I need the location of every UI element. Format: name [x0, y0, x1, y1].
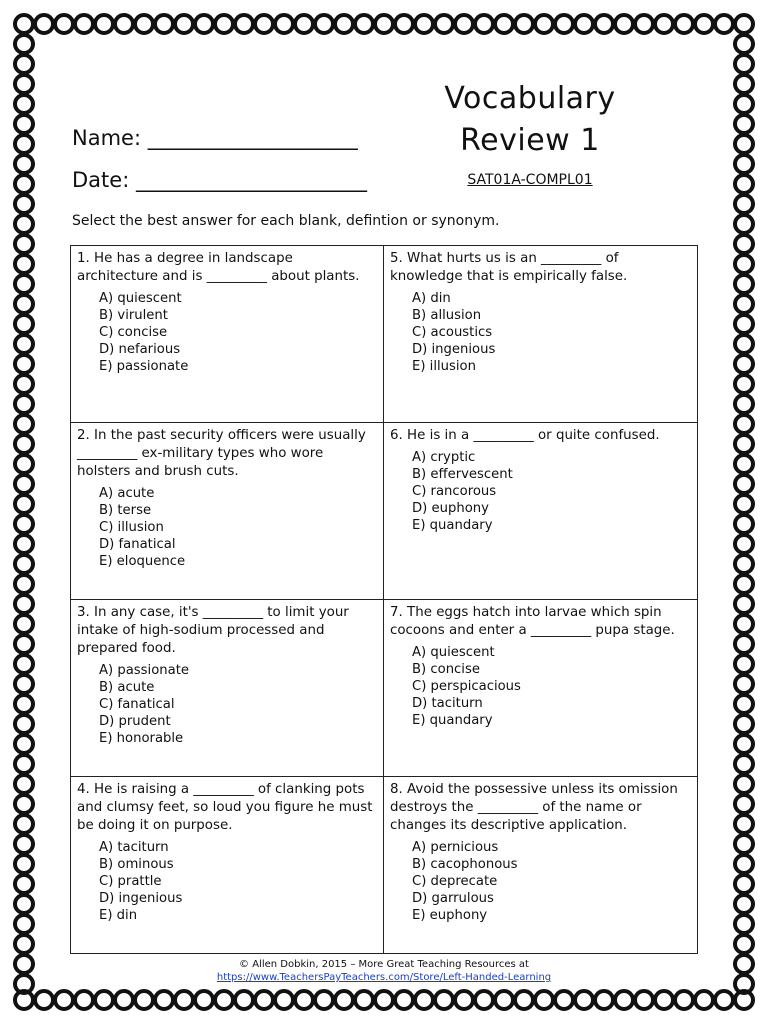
- option-c: C) fanatical: [99, 697, 175, 712]
- store-link[interactable]: https://www.TeachersPayTeachers.com/Store/Left-Handed-Learning: [216, 972, 552, 983]
- border-loop: [15, 535, 33, 553]
- border-loop: [575, 15, 593, 33]
- question-8: [384, 777, 697, 953]
- border-loop: [355, 991, 373, 1009]
- border-loop: [695, 15, 713, 33]
- border-loop: [15, 895, 33, 913]
- border-loop: [655, 991, 673, 1009]
- border-loop: [735, 435, 753, 453]
- border-loop: [735, 875, 753, 893]
- border-loop: [195, 15, 213, 33]
- footer: [0, 958, 768, 984]
- border-loop: [735, 535, 753, 553]
- question-2: [71, 423, 384, 600]
- border-loop: [655, 15, 673, 33]
- option-c: C) concise: [99, 325, 168, 340]
- border-loop: [15, 175, 33, 193]
- border-loop: [15, 15, 33, 33]
- option-b: B) acute: [99, 680, 155, 695]
- option-d: D) euphony: [412, 501, 489, 516]
- question-text: 7. The eggs hatch into larvae which spin cocoons and enter a _________ pupa stage.: [390, 605, 675, 638]
- border-loop: [15, 275, 33, 293]
- border-loop: [15, 755, 33, 773]
- border-loop: [15, 855, 33, 873]
- border-loop: [335, 15, 353, 33]
- border-loop: [255, 15, 273, 33]
- option-c: C) illusion: [99, 520, 164, 535]
- border-loop: [15, 495, 33, 513]
- border-loop: [15, 775, 33, 793]
- border-loop: [175, 15, 193, 33]
- border-loop: [735, 15, 753, 33]
- border-loop: [375, 991, 393, 1009]
- border-loop: [275, 991, 293, 1009]
- border-loop: [15, 35, 33, 53]
- option-a: A) quiescent: [412, 645, 495, 660]
- title-line-2: Review 1: [460, 123, 600, 158]
- border-loop: [15, 335, 33, 353]
- border-loop: [15, 555, 33, 573]
- border-loop: [735, 815, 753, 833]
- border-loop: [735, 835, 753, 853]
- border-loop: [735, 115, 753, 133]
- border-loop: [175, 991, 193, 1009]
- question-text: 3. In any case, it's _________ to limit your intake of high-sodium processed and prepared food.: [77, 605, 349, 656]
- border-loop: [735, 355, 753, 373]
- border-loop: [735, 455, 753, 473]
- border-loop: [735, 675, 753, 693]
- option-e: E) eloquence: [99, 554, 186, 569]
- option-b: B) terse: [99, 503, 152, 518]
- border-loop: [595, 15, 613, 33]
- border-loop: [15, 375, 33, 393]
- option-a: A) pernicious: [412, 840, 499, 855]
- border-loop: [115, 15, 133, 33]
- question-text: 8. Avoid the possessive unless its omission destroys the _________ of the name or changes its descriptive application.: [390, 782, 678, 833]
- date-field-label: Date: ______________________: [72, 168, 367, 192]
- border-loop: [155, 991, 173, 1009]
- border-loop: [735, 255, 753, 273]
- border-loop: [735, 235, 753, 253]
- question-text: 2. In the past security officers were usually _________ ex-military types who wore holsters and brush cuts.: [77, 428, 366, 479]
- question-6: [384, 423, 697, 600]
- border-loop: [475, 991, 493, 1009]
- option-e: E) quandary: [412, 518, 493, 533]
- border-loop: [735, 795, 753, 813]
- option-d: D) garrulous: [412, 891, 494, 906]
- option-c: C) prattle: [99, 874, 162, 889]
- border-loop: [375, 15, 393, 33]
- option-d: D) ingenious: [412, 342, 496, 357]
- border-loop: [515, 991, 533, 1009]
- border-loop: [735, 155, 753, 173]
- border-loop: [715, 15, 733, 33]
- border-loop: [15, 695, 33, 713]
- question-text: 1. He has a degree in landscape architecture and is _________ about plants.: [77, 251, 360, 284]
- border-loop: [635, 15, 653, 33]
- border-loop: [15, 135, 33, 153]
- question-7: [384, 600, 697, 777]
- border-loop: [15, 95, 33, 113]
- border-loop: [15, 155, 33, 173]
- border-loop: [455, 15, 473, 33]
- border-loop: [735, 915, 753, 933]
- border-loop: [195, 991, 213, 1009]
- border-loop: [535, 991, 553, 1009]
- option-e: E) honorable: [99, 731, 184, 746]
- option-b: B) virulent: [99, 308, 168, 323]
- border-loop: [15, 795, 33, 813]
- border-loop: [135, 15, 153, 33]
- border-loop: [615, 15, 633, 33]
- border-loop: [735, 775, 753, 793]
- border-loop: [95, 991, 113, 1009]
- option-b: B) cacophonous: [412, 857, 518, 872]
- option-e: E) quandary: [412, 713, 493, 728]
- border-loop: [735, 655, 753, 673]
- option-b: B) effervescent: [412, 467, 513, 482]
- border-loop: [475, 15, 493, 33]
- border-loop: [215, 15, 233, 33]
- border-loop: [15, 115, 33, 133]
- border-loop: [335, 991, 353, 1009]
- border-loop: [235, 991, 253, 1009]
- answer-options: [77, 839, 377, 924]
- answer-options: [77, 290, 377, 375]
- question-5: [384, 246, 697, 423]
- option-a: A) taciturn: [99, 840, 169, 855]
- border-loop: [735, 335, 753, 353]
- option-d: D) prudent: [99, 714, 171, 729]
- border-loop: [15, 195, 33, 213]
- border-loop: [15, 475, 33, 493]
- border-loop: [15, 595, 33, 613]
- border-loop: [735, 195, 753, 213]
- border-loop: [735, 735, 753, 753]
- question-text: 5. What hurts us is an _________ of knowledge that is empirically false.: [390, 251, 628, 284]
- border-loop: [15, 235, 33, 253]
- question-text: 6. He is in a _________ or quite confused.: [390, 428, 660, 443]
- border-loop: [735, 855, 753, 873]
- border-loop: [735, 315, 753, 333]
- border-loop: [455, 991, 473, 1009]
- option-d: D) fanatical: [99, 537, 176, 552]
- border-loop: [15, 935, 33, 953]
- border-loop: [15, 715, 33, 733]
- border-loop: [35, 15, 53, 33]
- border-loop: [735, 475, 753, 493]
- border-loop: [415, 991, 433, 1009]
- border-loop: [295, 15, 313, 33]
- option-e: E) passionate: [99, 359, 189, 374]
- option-a: A) cryptic: [412, 450, 476, 465]
- border-loop: [735, 375, 753, 393]
- border-loop: [15, 815, 33, 833]
- border-loop: [675, 15, 693, 33]
- answer-options: [390, 644, 691, 729]
- border-loop: [15, 575, 33, 593]
- option-e: E) euphony: [412, 908, 488, 923]
- border-loop: [15, 735, 33, 753]
- border-loop: [295, 991, 313, 1009]
- border-loop: [355, 15, 373, 33]
- question-4: [71, 777, 384, 953]
- border-loop: [15, 875, 33, 893]
- border-loop: [235, 15, 253, 33]
- border-loop: [15, 435, 33, 453]
- border-loop: [55, 991, 73, 1009]
- border-loop: [15, 515, 33, 533]
- question-grid: [70, 245, 698, 954]
- border-loop: [515, 15, 533, 33]
- answer-options: [77, 485, 377, 570]
- border-loop: [15, 675, 33, 693]
- border-loop: [695, 991, 713, 1009]
- border-loop: [15, 635, 33, 653]
- border-loop: [395, 15, 413, 33]
- option-e: E) illusion: [412, 359, 476, 374]
- border-loop: [735, 635, 753, 653]
- instructions: Select the best answer for each blank, defintion or synonym.: [72, 213, 500, 229]
- border-loop: [15, 215, 33, 233]
- border-loop: [735, 575, 753, 593]
- border-loop: [15, 355, 33, 373]
- border-loop: [15, 415, 33, 433]
- border-loop: [615, 991, 633, 1009]
- border-loop: [15, 455, 33, 473]
- worksheet-code: SAT01A-COMPL01: [467, 172, 593, 188]
- border-loop: [255, 991, 273, 1009]
- border-loop: [35, 991, 53, 1009]
- border-loop: [15, 395, 33, 413]
- border-loop: [15, 75, 33, 93]
- border-loop: [75, 15, 93, 33]
- option-a: A) acute: [99, 486, 155, 501]
- border-loop: [735, 95, 753, 113]
- option-a: A) din: [412, 291, 451, 306]
- option-c: C) acoustics: [412, 325, 493, 340]
- border-loop: [435, 15, 453, 33]
- answer-options: [390, 449, 691, 534]
- border-loop: [735, 755, 753, 773]
- border-loop: [15, 315, 33, 333]
- option-b: B) allusion: [412, 308, 482, 323]
- border-loop: [495, 991, 513, 1009]
- title-line-1: Vocabulary: [444, 81, 616, 116]
- border-loop: [735, 715, 753, 733]
- option-e: E) din: [99, 908, 138, 923]
- border-loop: [735, 515, 753, 533]
- border-loop: [395, 991, 413, 1009]
- border-loop: [735, 175, 753, 193]
- border-loop: [735, 295, 753, 313]
- name-field-label: Name: ____________________: [72, 126, 358, 150]
- border-loop: [555, 15, 573, 33]
- border-loop: [735, 35, 753, 53]
- border-loop: [215, 991, 233, 1009]
- answer-options: [390, 290, 691, 375]
- border-loop: [115, 991, 133, 1009]
- border-loop: [535, 15, 553, 33]
- option-d: D) nefarious: [99, 342, 181, 357]
- border-loop: [15, 615, 33, 633]
- border-loop: [15, 255, 33, 273]
- border-loop: [15, 655, 33, 673]
- border-loop: [735, 215, 753, 233]
- option-b: B) ominous: [99, 857, 174, 872]
- border-loop: [315, 15, 333, 33]
- border-loop: [415, 15, 433, 33]
- question-3: [71, 600, 384, 777]
- answer-options: [390, 839, 691, 924]
- border-loop: [15, 835, 33, 853]
- border-loop: [95, 15, 113, 33]
- option-d: D) taciturn: [412, 696, 483, 711]
- border-loop: [155, 15, 173, 33]
- border-loop: [635, 991, 653, 1009]
- border-loop: [735, 695, 753, 713]
- border-loop: [735, 55, 753, 73]
- question-1: [71, 246, 384, 423]
- border-loop: [135, 991, 153, 1009]
- border-loop: [735, 75, 753, 93]
- border-loop: [735, 555, 753, 573]
- border-loop: [15, 55, 33, 73]
- option-c: C) rancorous: [412, 484, 497, 499]
- option-b: B) concise: [412, 662, 480, 677]
- border-loop: [55, 15, 73, 33]
- option-c: C) perspicacious: [412, 679, 521, 694]
- border-loop: [735, 495, 753, 513]
- border-loop: [735, 615, 753, 633]
- page-title: [430, 78, 630, 162]
- border-loop: [735, 595, 753, 613]
- border-loop: [15, 915, 33, 933]
- border-loop: [735, 275, 753, 293]
- copyright-credit: © Allen Dobkin, 2015 – More Great Teaching Resources at: [239, 959, 529, 970]
- option-d: D) ingenious: [99, 891, 183, 906]
- option-a: A) quiescent: [99, 291, 182, 306]
- border-loop: [735, 895, 753, 913]
- answer-options: [77, 662, 377, 747]
- border-loop: [555, 991, 573, 1009]
- border-loop: [275, 15, 293, 33]
- border-loop: [715, 991, 733, 1009]
- border-loop: [735, 395, 753, 413]
- border-loop: [675, 991, 693, 1009]
- border-loop: [735, 415, 753, 433]
- border-loop: [435, 991, 453, 1009]
- question-text: 4. He is raising a _________ of clanking pots and clumsy feet, so loud you figure he must be doing it on purpose.: [77, 782, 373, 833]
- option-c: C) deprecate: [412, 874, 498, 889]
- border-loop: [735, 935, 753, 953]
- border-loop: [575, 991, 593, 1009]
- border-loop: [315, 991, 333, 1009]
- border-loop: [735, 135, 753, 153]
- border-loop: [495, 15, 513, 33]
- border-loop: [595, 991, 613, 1009]
- border-loop: [75, 991, 93, 1009]
- option-a: A) passionate: [99, 663, 190, 678]
- border-loop: [15, 295, 33, 313]
